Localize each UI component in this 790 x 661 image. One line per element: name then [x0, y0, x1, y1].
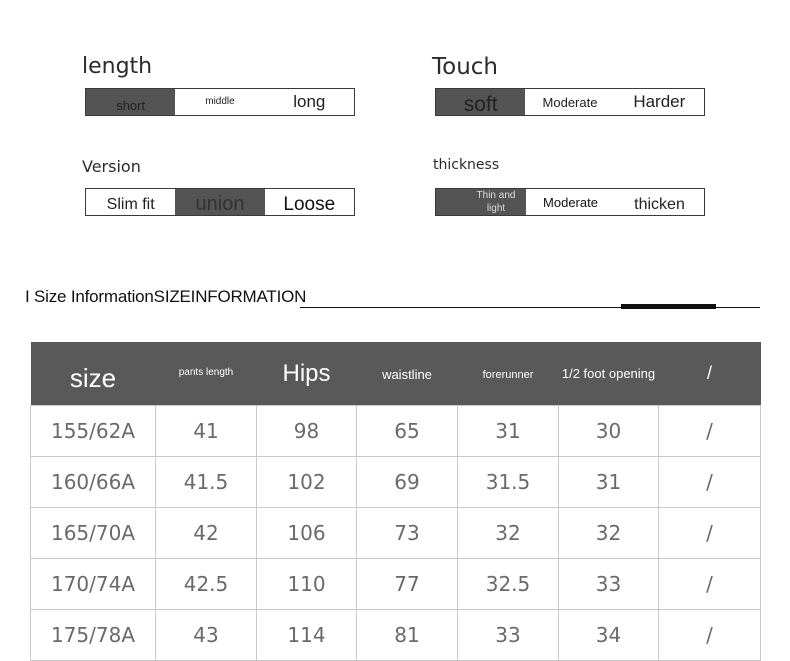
length-option-short: [86, 89, 175, 115]
touch-scale: [435, 88, 705, 116]
table-cell: 175/78A: [31, 610, 156, 661]
table-cell: /: [659, 457, 761, 508]
touch-title: Touch: [432, 54, 499, 80]
version-option-loose: [265, 189, 354, 215]
table-cell: 73: [357, 508, 458, 559]
thickness-option-label: Moderate: [543, 194, 598, 210]
length-scale: [85, 88, 355, 116]
table-cell: 32.5: [458, 559, 559, 610]
size-information-title: I Size InformationSIZEINFORMATION: [25, 287, 307, 306]
column-header-waistline: waistline: [357, 342, 458, 406]
table-header-row: [31, 342, 761, 406]
table-row: [31, 508, 761, 559]
version-option-label: Loose: [283, 193, 336, 215]
table-cell: 43: [156, 610, 257, 661]
touch-option-harder: [615, 89, 704, 115]
table-cell: 65: [357, 406, 458, 457]
table-cell: 31: [559, 457, 659, 508]
table-cell: 41.5: [156, 457, 257, 508]
table-cell: 30: [559, 406, 659, 457]
touch-option-label: soft: [463, 93, 498, 116]
table-cell: 81: [357, 610, 458, 661]
column-header-size: size: [31, 342, 156, 406]
column-header-foot-opening: 1/2 foot opening: [559, 342, 659, 406]
version-title: Version: [82, 157, 141, 176]
thickness-option-label: Thin and light: [476, 190, 516, 214]
version-option-slim-fit: [86, 189, 175, 215]
table-cell: 170/74A: [31, 559, 156, 610]
length-option-middle: [175, 89, 264, 115]
touch-option-moderate: [525, 89, 614, 115]
table-cell: 41: [156, 406, 257, 457]
table-cell: /: [659, 610, 761, 661]
table-cell: /: [659, 508, 761, 559]
thickness-option-thin-and-light: [436, 189, 526, 215]
version-option-union: [175, 189, 264, 215]
table-cell: 31.5: [458, 457, 559, 508]
table-row: [31, 559, 761, 610]
version-option-label: union: [195, 193, 245, 215]
table-cell: 31: [458, 406, 559, 457]
table-cell: 33: [559, 559, 659, 610]
table-cell: 32: [559, 508, 659, 559]
length-option-label: short: [116, 97, 146, 113]
table-cell: 33: [458, 610, 559, 661]
table-cell: /: [659, 559, 761, 610]
table-cell: 77: [357, 559, 458, 610]
size-table: [30, 342, 761, 661]
table-row: [31, 406, 761, 457]
column-header-pants-length: pants length: [156, 342, 257, 406]
thickness-option-moderate: [526, 189, 615, 215]
table-cell: 160/66A: [31, 457, 156, 508]
table-cell: 42.5: [156, 559, 257, 610]
table-cell: 98: [257, 406, 357, 457]
section-divider-accent: [621, 304, 716, 309]
table-row: [31, 457, 761, 508]
touch-option-label: Moderate: [542, 94, 598, 110]
table-cell: 106: [257, 508, 357, 559]
table-cell: 165/70A: [31, 508, 156, 559]
touch-option-soft: [436, 89, 525, 115]
version-option-label: Slim fit: [106, 195, 155, 213]
length-title: length: [82, 54, 153, 79]
thickness-title: thickness: [433, 157, 500, 173]
length-option-label: long: [293, 92, 326, 111]
thickness-option-thicken: [615, 189, 704, 215]
thickness-scale: [435, 188, 705, 216]
table-cell: 42: [156, 508, 257, 559]
table-cell: 32: [458, 508, 559, 559]
column-header-hips: Hips: [257, 342, 357, 406]
table-row: [31, 610, 761, 661]
table-cell: 110: [257, 559, 357, 610]
column-header-forerunner: forerunner: [458, 342, 559, 406]
thickness-option-label: thicken: [634, 195, 685, 213]
length-option-label: middle: [205, 95, 235, 107]
table-cell: 34: [559, 610, 659, 661]
column-header-slash: /: [659, 342, 761, 406]
touch-option-label: Harder: [633, 92, 686, 111]
table-cell: 155/62A: [31, 406, 156, 457]
table-cell: /: [659, 406, 761, 457]
table-cell: 69: [357, 457, 458, 508]
version-scale: [85, 188, 355, 216]
table-cell: 102: [257, 457, 357, 508]
length-option-long: [265, 89, 354, 115]
table-cell: 114: [257, 610, 357, 661]
